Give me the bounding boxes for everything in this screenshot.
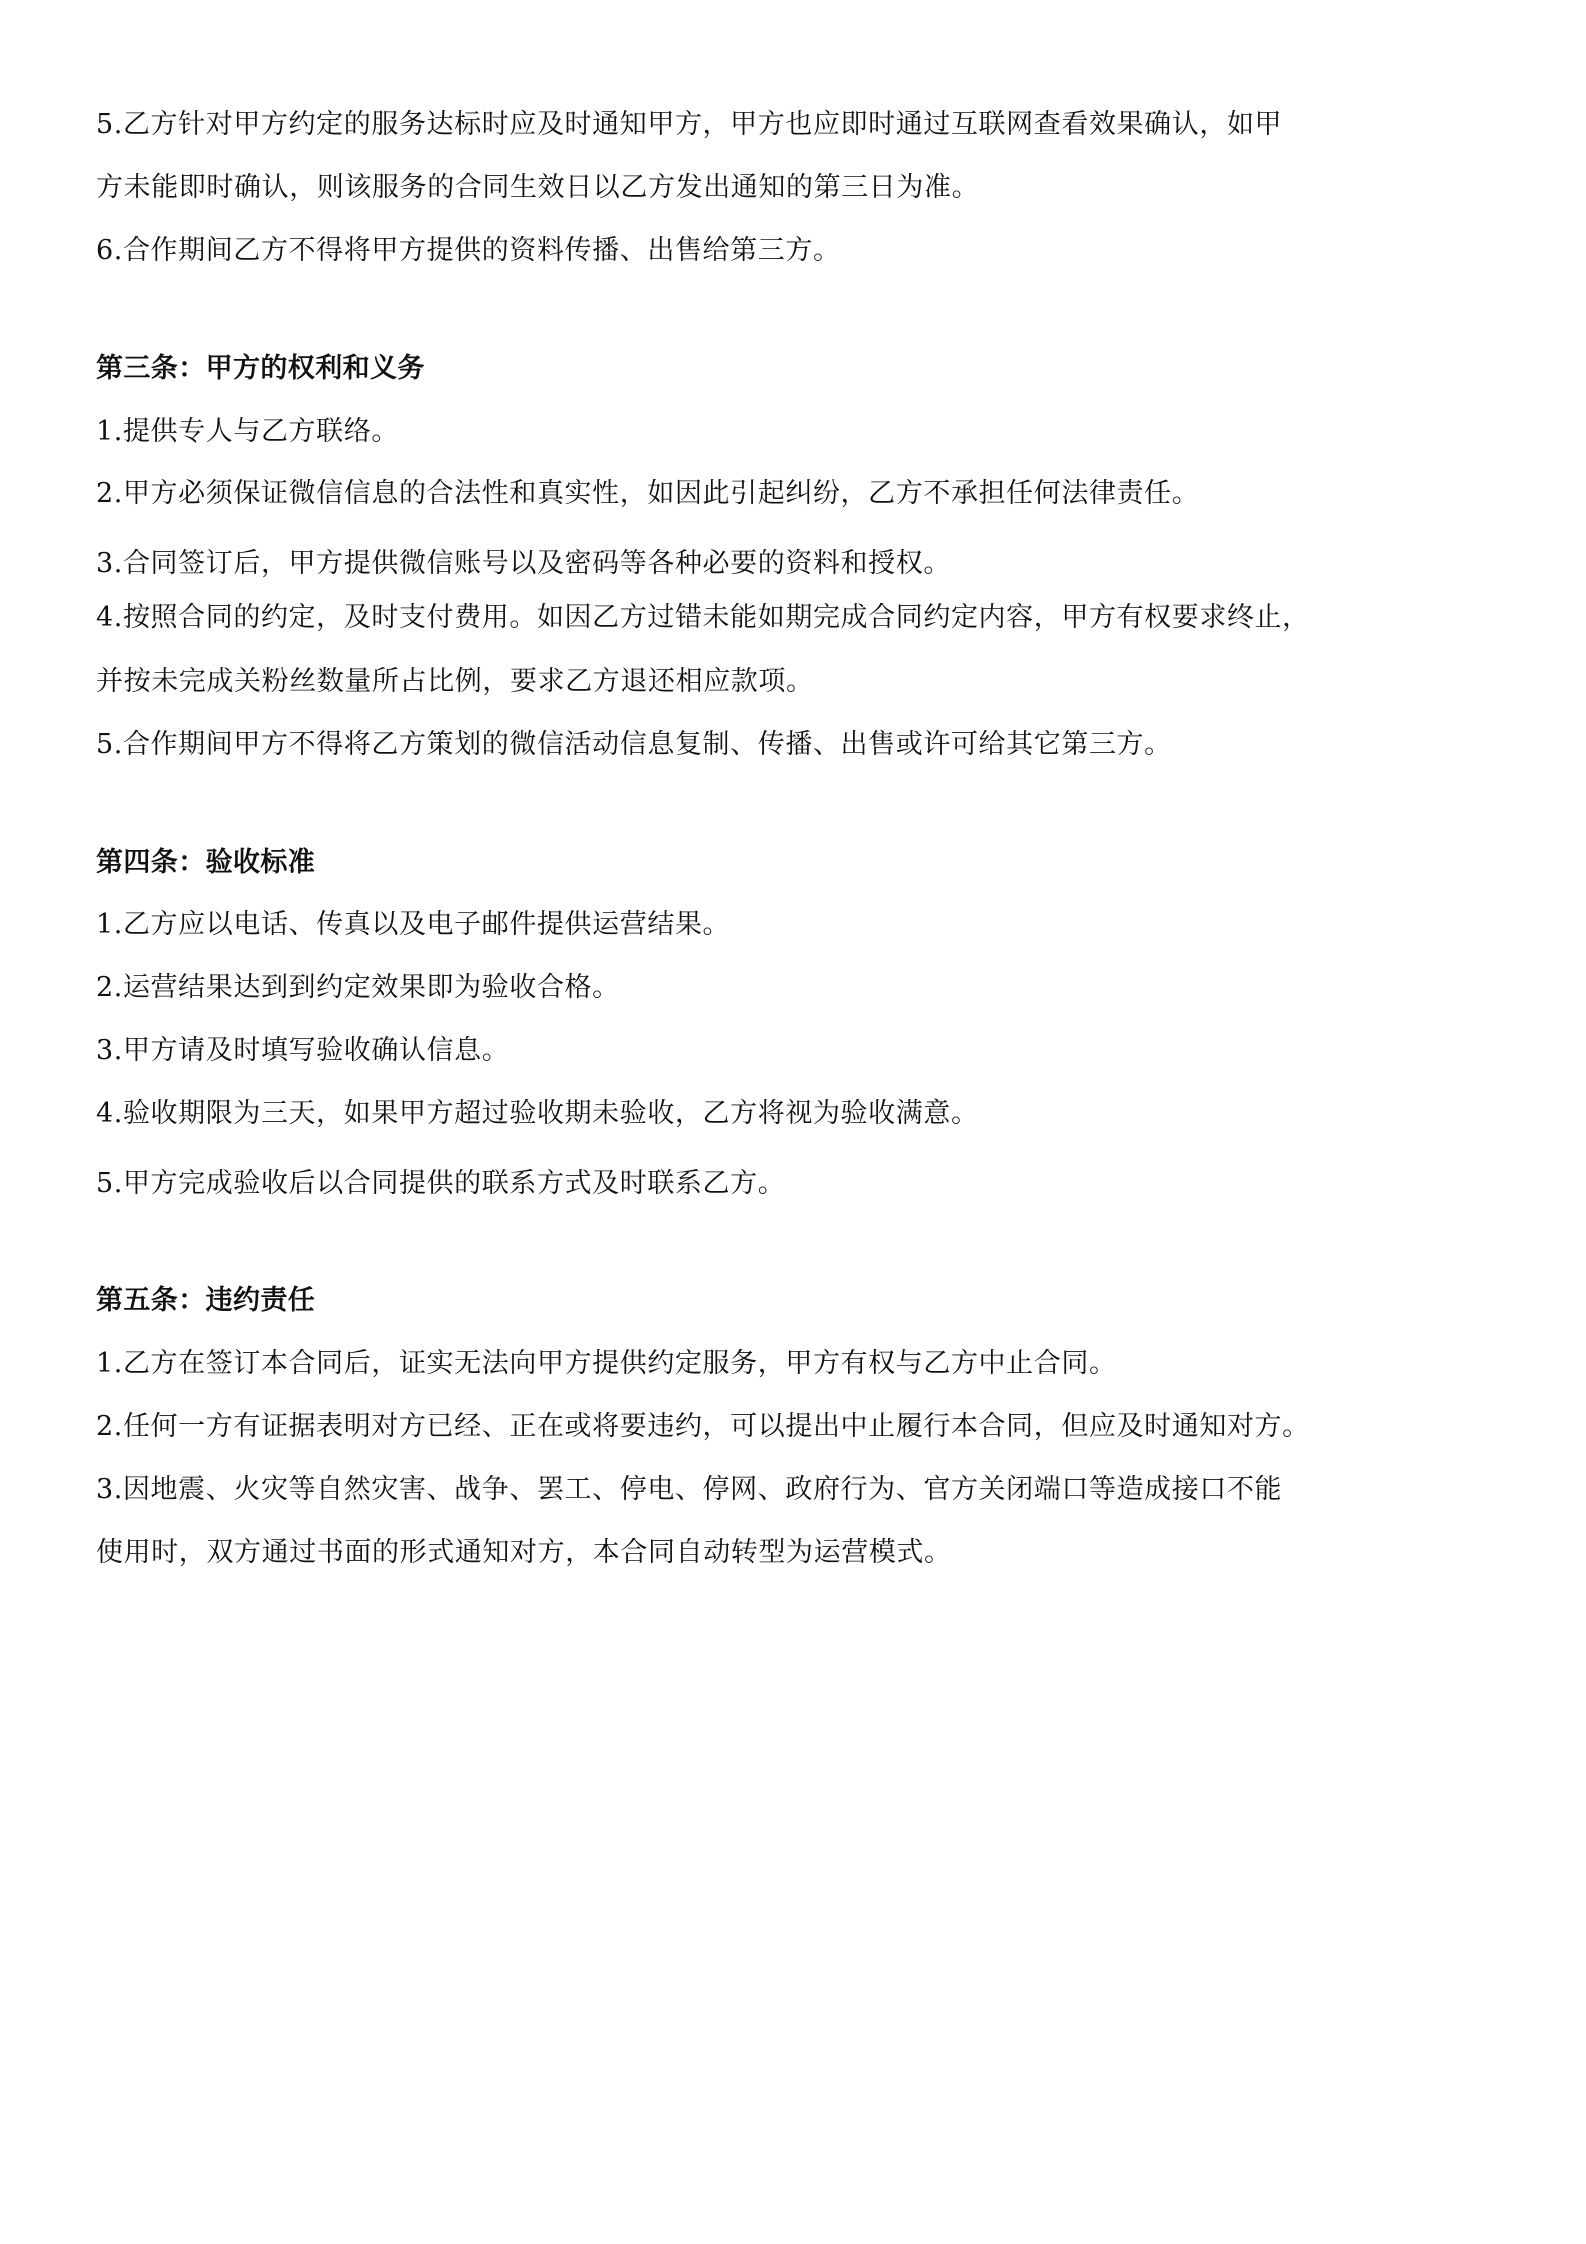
section-title: 第三条：甲方的权利和义务 [96,353,425,384]
paragraph-line: 1.乙方应以电话、传真以及电子邮件提供运营结果。 [96,909,731,940]
paragraph-line: 3.因地震、火灾等自然灾害、战争、罢工、停电、停网、政府行为、官方关闭端口等造成接口不能 [96,1474,1283,1505]
paragraph-line: 2.甲方必须保证微信信息的合法性和真实性，如因此引起纠纷，乙方不承担任何法律责任。 [96,478,1200,509]
paragraph-line: 3.合同签订后，甲方提供微信账号以及密码等各种必要的资料和授权。 [96,548,951,579]
paragraph-line: 使用时，双方通过书面的形式通知对方，本合同自动转型为运营模式。 [96,1537,952,1568]
paragraph-line: 1.乙方在签订本合同后，证实无法向甲方提供约定服务，甲方有权与乙方中止合同。 [96,1348,1117,1379]
paragraph-line: 6.合作期间乙方不得将甲方提供的资料传播、出售给第三方。 [96,235,841,266]
paragraph-line: 并按未完成关粉丝数量所占比例，要求乙方退还相应款项。 [96,666,814,697]
section-title: 第五条：违约责任 [96,1285,316,1316]
paragraph-line: 3.甲方请及时填写验收确认信息。 [96,1035,510,1066]
paragraph-line: 1.提供专人与乙方联络。 [96,416,399,447]
paragraph-line: 2.运营结果达到到约定效果即为验收合格。 [96,972,620,1003]
paragraph-line: 2.任何一方有证据表明对方已经、正在或将要违约，可以提出中止履行本合同，但应及时通知对方。 [96,1411,1310,1442]
paragraph-line: 4.验收期限为三天，如果甲方超过验收期未验收，乙方将视为验收满意。 [96,1098,979,1129]
paragraph-line: 5.合作期间甲方不得将乙方策划的微信活动信息复制、传播、出售或许可给其它第三方。 [96,729,1172,760]
section-title: 第四条：验收标准 [96,847,316,878]
paragraph-line: 4.按照合同的约定，及时支付费用。如因乙方过错未能如期完成合同约定内容，甲方有权要求终止， [96,602,1310,633]
paragraph-line: 5.甲方完成验收后以合同提供的联系方式及时联系乙方。 [96,1168,786,1199]
paragraph-line: 5.乙方针对甲方约定的服务达标时应及时通知甲方，甲方也应即时通过互联网查看效果确认，如甲 [96,109,1283,140]
paragraph-line: 方未能即时确认，则该服务的合同生效日以乙方发出通知的第三日为准。 [96,172,980,203]
